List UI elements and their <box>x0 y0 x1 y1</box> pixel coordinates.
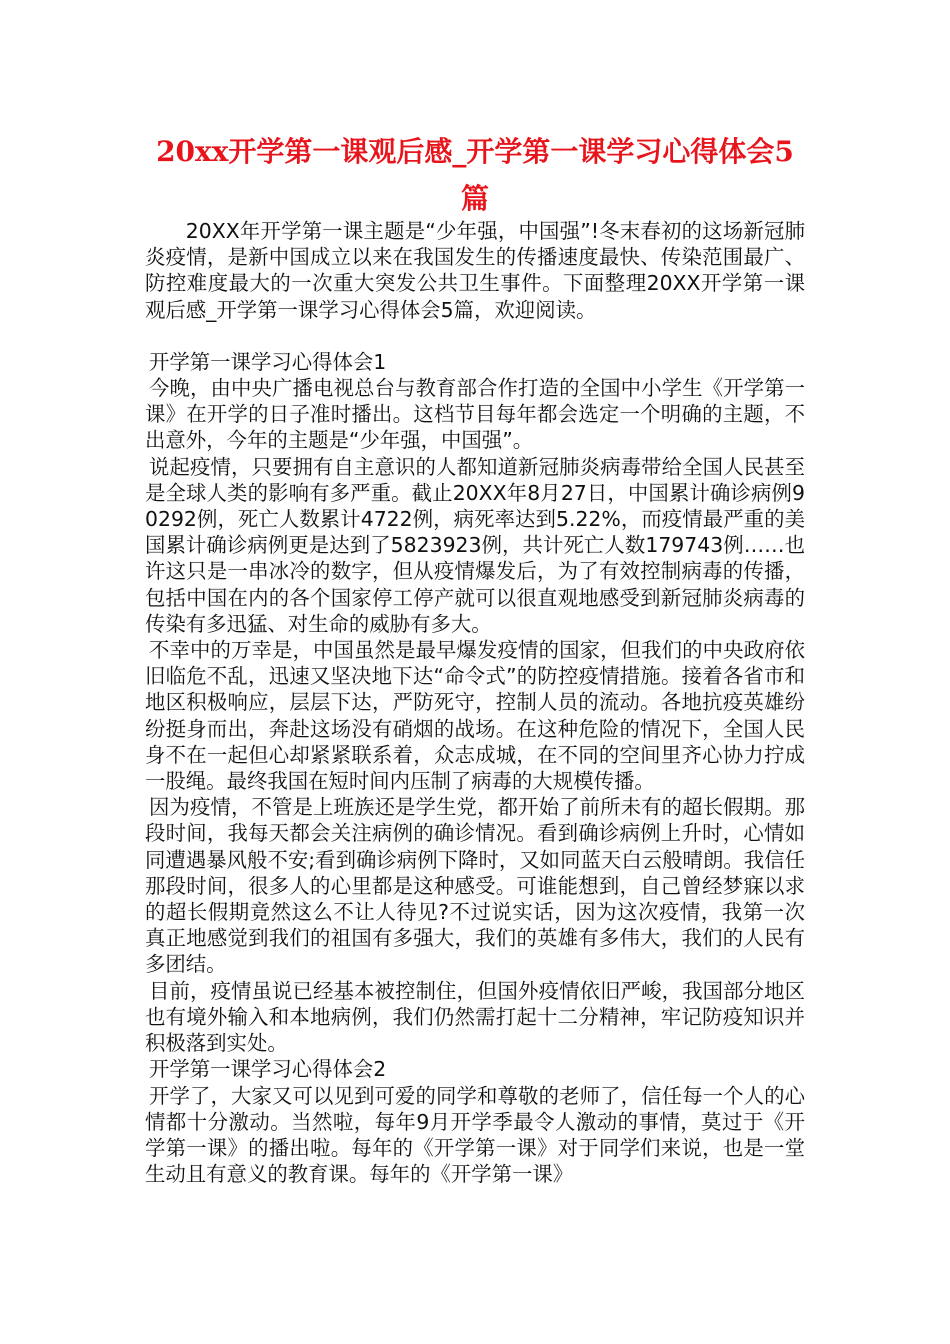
section-1-paragraph-2: 说起疫情，只要拥有自主意识的人都知道新冠肺炎病毒带给全国人民甚至是全球人类的影响有多严重。截止20XX年8月27日，中国累计确诊病例90292例，死亡人数累计4722例，病死率达到5.22%，而疫情最严重的美国累计确诊病例更是达到了5823923例，共计死亡人数179743例……也许这只是一串冰冷的数字，但从疫情爆发后，为了有效控制病毒的传播，包括中国在内的各个国家停工停产就可以很直观地感受到新冠肺炎病毒的传染有多迅猛、对生命的威胁有多大。 <box>145 454 805 636</box>
section-1-paragraph-1: 今晚，由中央广播电视总台与教育部合作打造的全国中小学生《开学第一课》在开学的日子准时播出。这档节目每年都会选定一个明确的主题，不出意外，今年的主题是“少年强，中国强”。 <box>145 376 805 453</box>
section-2-paragraph-1: 开学了，大家又可以见到可爱的同学和尊敬的老师了，信任每一个人的心情都十分激动。当然啦，每年9月开学季最令人激动的事情，莫过于《开学第一课》的播出啦。每年的《开学第一课》对于同学们来说，也是一堂生动且有意义的教育课。每年的《开学第一课》 <box>145 1083 805 1187</box>
section-heading-2: 开学第一课学习心得体会2 <box>149 1057 387 1082</box>
paragraph-gap <box>145 323 805 349</box>
section-1-paragraph-4: 因为疫情，不管是上班族还是学生党，都开始了前所未有的超长假期。那段时间，我每天都会关注病例的确诊情况。看到确诊病例上升时，心情如同遭遇暴风般不安;看到确诊病例下降时，又如同蓝天白云般晴朗。我信任那段时间，很多人的心里都是这种感受。可谁能想到，自己曾经梦寐以求的超长假期竟然这么不让人待见?不过说实话，因为这次疫情，我第一次真正地感觉到我们的祖国有多强大，我们的英雄有多伟大，我们的人民有多团结。 <box>145 795 805 977</box>
intro-paragraph: 20XX年开学第一课主题是“少年强，中国强”!冬末春初的这场新冠肺炎疫情，是新中国成立以来在我国发生的传播速度最快、传染范围最广、防控难度最大的一次重大突发公共卫生事件。下面整理20XX开学第一课观后感_开学第一课学习心得体会5篇，欢迎阅读。 <box>145 219 805 322</box>
section-1-paragraph-5: 目前，疫情虽说已经基本被控制住，但国外疫情依旧严峻，我国部分地区也有境外输入和本地病例，我们仍然需打起十二分精神，牢记防疫知识并积极落到实处。 <box>145 978 805 1056</box>
section-1-paragraph-3: 不幸中的万幸是，中国虽然是最早爆发疫情的国家，但我们的中央政府依旧临危不乱，迅速又坚决地下达“命令式”的防控疫情措施。接着各省市和地区积极响应，层层下达，严防死守，控制人员的流动。各地抗疫英雄纷纷挺身而出，奔赴这场没有硝烟的战场。在这种危险的情况下，全国人民身不在一起但心却紧紧联系着，众志成城，在不同的空间里齐心协力拧成一股绳。最终我国在短时间内压制了病毒的大规模传播。 <box>145 638 805 794</box>
document-title: 20xx开学第一课观后感_开学第一课学习心得体会5篇 <box>156 135 794 215</box>
document-body <box>145 218 805 1187</box>
section-heading-1: 开学第一课学习心得体会1 <box>149 349 387 374</box>
